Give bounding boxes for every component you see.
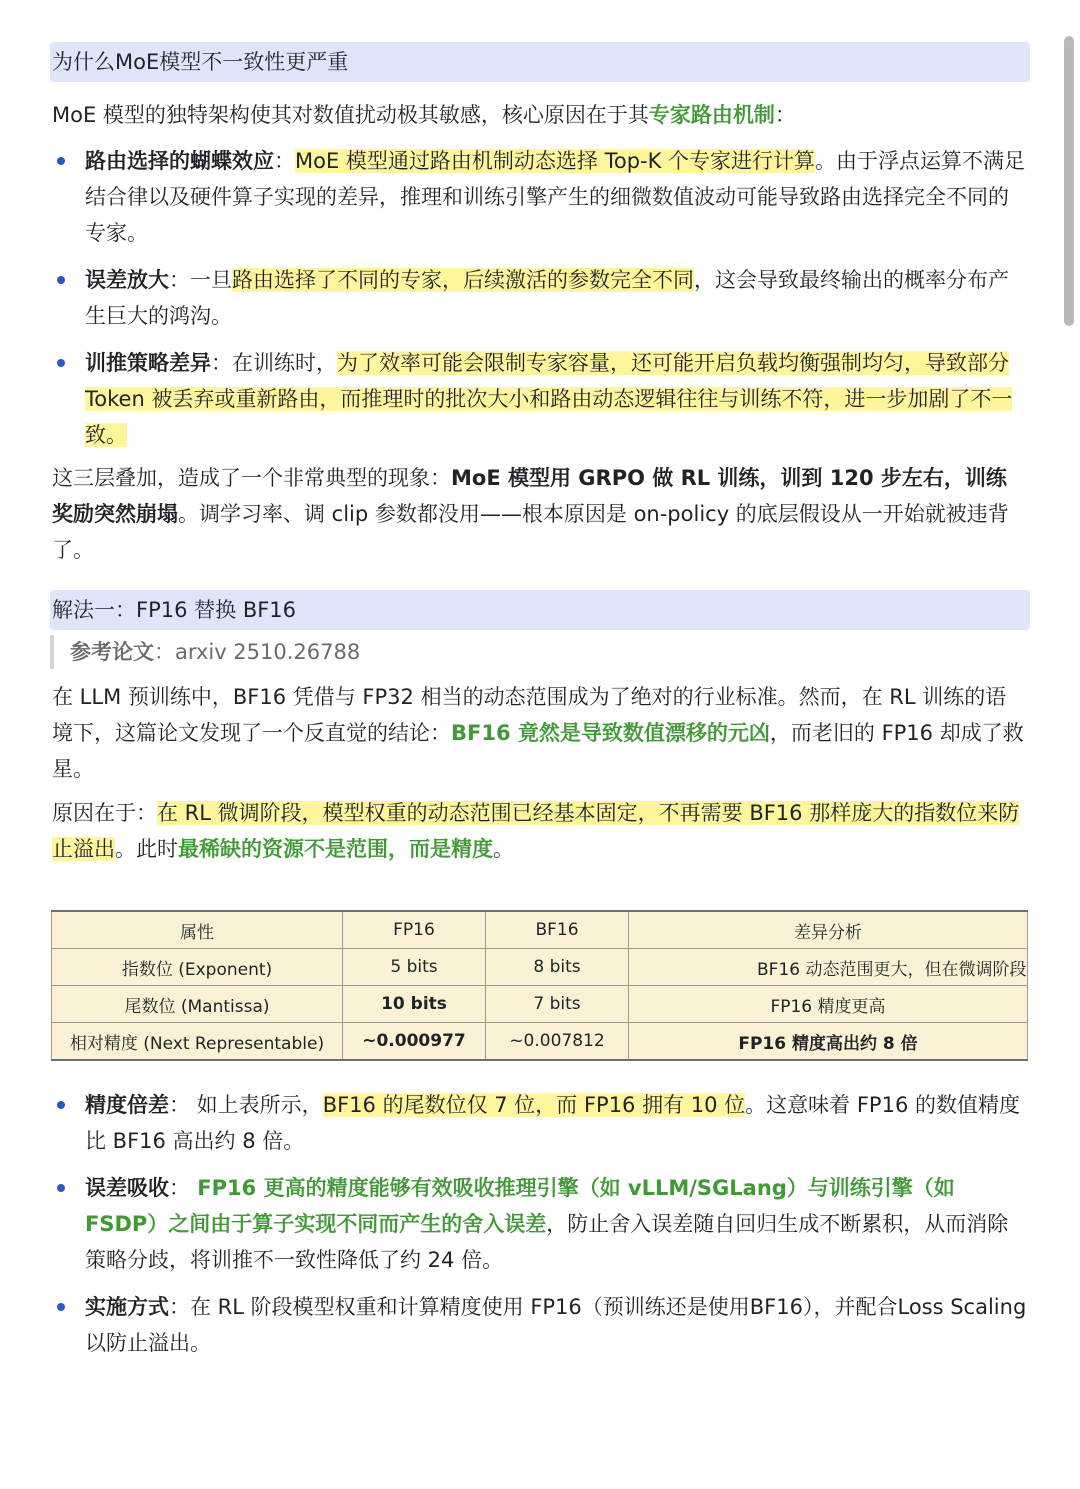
section-heading-fp16: 解法一：FP16 替换 BF16 (50, 590, 1030, 630)
table-header-row (52, 911, 1028, 949)
table-header-cell: FP16 (343, 911, 486, 949)
table-cell: 8 bits (486, 949, 629, 986)
bullet-dot-icon (57, 1184, 65, 1192)
reason-paragraph: 原因在于：在 RL 微调阶段，模型权重的动态范围已经基本固定，不再需要 BF16 那样庞大的指数位来防止溢出。此时最稀缺的资源不是范围，而是精度。 (52, 801, 1020, 861)
arxiv-reference: arxiv 2510.26788 (175, 640, 361, 664)
bullet-dot-icon (57, 1303, 65, 1311)
fp16-benefits-list (52, 1087, 1027, 1361)
table-cell: 10 bits (343, 986, 486, 1023)
table-cell: 7 bits (486, 986, 629, 1023)
table-cell: 指数位 (Exponent) (52, 949, 343, 986)
list-item: 实施方式：在 RL 阶段模型权重和计算精度使用 FP16（预训练还是使用BF16），并配合Loss Scaling以防止溢出。 (52, 1289, 1027, 1361)
fp16-paragraph: 在 LLM 预训练中，BF16 凭借与 FP32 相当的动态范围成为了绝对的行业标准。然而，在 RL 训练的语境下，这篇论文发现了一个反直觉的结论：BF16 竟然是导致数值漂移的元凶，而老旧的 FP16 却成了救星。 (52, 685, 1024, 781)
moe-reasons-list (52, 143, 1027, 453)
reference-quote: 参考论文：arxiv 2510.26788 (50, 635, 750, 669)
bullet-dot-icon (57, 157, 65, 165)
table-row (52, 1023, 1028, 1061)
table-cell: FP16 精度更高 (629, 986, 1028, 1023)
precision-comparison-table (51, 910, 1028, 1061)
list-item: 误差放大：一旦路由选择了不同的专家，后续激活的参数完全不同，这会导致最终输出的概率分布产生巨大的鸿沟。 (52, 262, 1027, 334)
list-item: 训推策略差异：在训练时，为了效率可能会限制专家容量，还可能开启负载均衡强制均匀，导致部分 Token 被丢弃或重新路由，而推理时的批次大小和路由动态逻辑往往与训练不符，进一步加剧了不一致。 (52, 345, 1027, 453)
table-header-cell: 差异分析 (629, 911, 1028, 949)
list-item: 精度倍差： 如上表所示，BF16 的尾数位仅 7 位，而 FP16 拥有 10 位。这意味着 FP16 的数值精度比 BF16 高出约 8 倍。 (52, 1087, 1027, 1159)
table-header-cell: BF16 (486, 911, 629, 949)
table-cell: 相对精度 (Next Representable) (52, 1023, 343, 1061)
bullet-dot-icon (57, 359, 65, 367)
list-item: 误差吸收： FP16 更高的精度能够有效吸收推理引擎（如 vLLM/SGLang）与训练引擎（如 FSDP）之间由于算子实现不同而产生的舍入误差，防止舍入误差随自回归生成不断累积，从而消除策略分歧，将训推不一致性降低了约 24 倍。 (52, 1170, 1027, 1278)
scrollbar[interactable] (1064, 36, 1074, 326)
table-cell: ~0.007812 (486, 1023, 629, 1061)
table-cell: BF16 动态范围更大，但在微调阶段 (629, 949, 1028, 986)
summary-paragraph: 这三层叠加，造成了一个非常典型的现象：MoE 模型用 GRPO 做 RL 训练，训到 120 步左右，训练奖励突然崩塌。调学习率、调 clip 参数都没用——根本原因是 on-policy 的底层假设从一开始就被违背了。 (52, 466, 1009, 562)
table-cell: 尾数位 (Mantissa) (52, 986, 343, 1023)
table-row (52, 986, 1028, 1023)
table-cell: FP16 精度高出约 8 倍 (629, 1023, 1028, 1061)
list-item: 路由选择的蝴蝶效应：MoE 模型通过路由机制动态选择 Top-K 个专家进行计算。由于浮点运算不满足结合律以及硬件算子实现的差异，推理和训练引擎产生的细微数值波动可能导致路由选择完全不同的专家。 (52, 143, 1027, 251)
table-cell: ~0.000977 (343, 1023, 486, 1061)
section-heading-moe: 为什么MoE模型不一致性更严重 (50, 42, 1030, 82)
bullet-dot-icon (57, 276, 65, 284)
table-header-cell: 属性 (52, 911, 343, 949)
intro-paragraph: MoE 模型的独特架构使其对数值扰动极其敏感，核心原因在于其专家路由机制： (52, 103, 796, 127)
table-row (52, 949, 1028, 986)
table-cell: 5 bits (343, 949, 486, 986)
scrollbar-thumb[interactable] (1064, 36, 1074, 326)
bullet-dot-icon (57, 1101, 65, 1109)
